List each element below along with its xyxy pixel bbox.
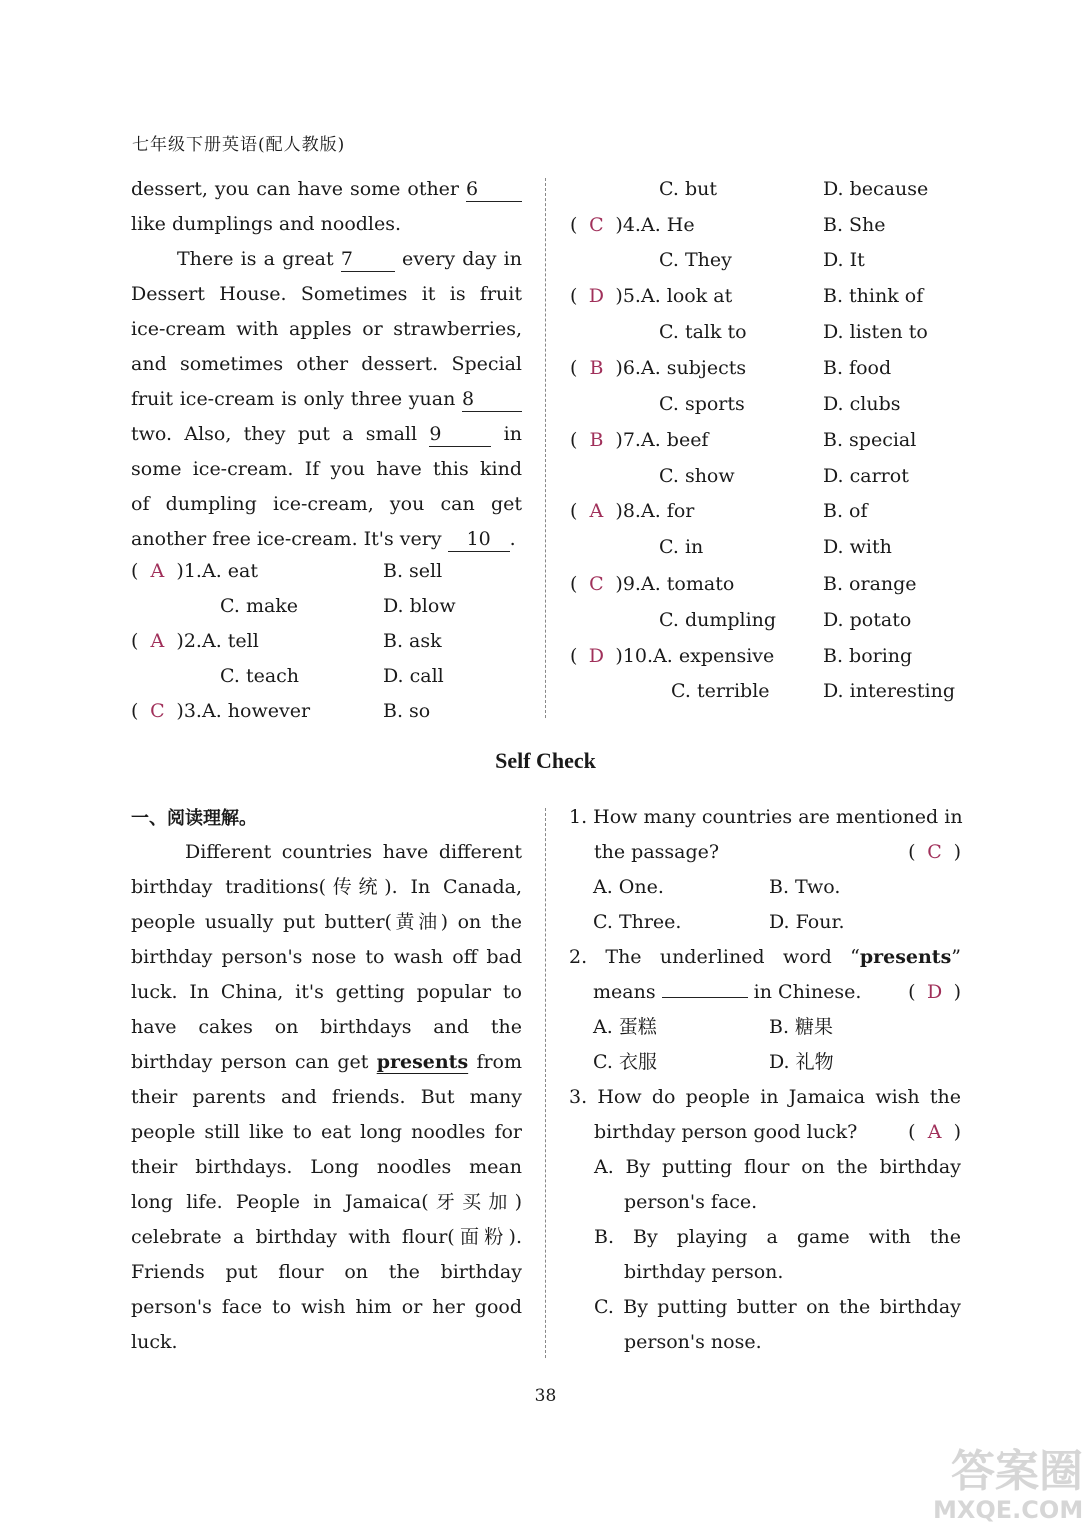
option-d: D. clubs xyxy=(823,393,901,415)
option-row: A. 蛋糕 B. 糖果 xyxy=(593,1016,834,1038)
option-d: D. blow xyxy=(383,595,456,617)
option-c: C. terrible xyxy=(671,680,770,702)
passage-line: some ice-cream. If you have this kind xyxy=(131,458,522,480)
option-b: B. ask xyxy=(383,630,442,652)
option-d: D. It xyxy=(823,249,865,271)
option-c: C. sports xyxy=(659,393,745,415)
passage-line: of dumpling ice-cream, you can get xyxy=(131,493,522,515)
answer-mark: C xyxy=(927,841,942,863)
option-b: B. sell xyxy=(383,560,443,582)
option-row: A. One. B. Two. xyxy=(593,876,841,898)
blank-10: 10 xyxy=(448,527,510,552)
passage-line: birthday traditions(传统). In Canada, xyxy=(131,876,522,898)
passage-line: two. Also, they put a small 9 in xyxy=(131,423,522,445)
passage-line: dessert, you can have some other 6 xyxy=(131,172,522,207)
option-line: A. By putting flour on the birthday xyxy=(594,1156,961,1178)
passage-line: Friends put flour on the birthday xyxy=(131,1261,522,1283)
column-divider xyxy=(545,808,546,1358)
passage-line: fruit ice-cream is only three yuan 8 xyxy=(131,382,522,417)
question-4: ( C )4.A. He xyxy=(570,208,695,243)
passage-line: long life. People in Jamaica(牙买加) xyxy=(131,1191,522,1213)
option-d: D. listen to xyxy=(823,321,928,343)
passage-line: person's face to wish him or her good xyxy=(131,1296,522,1318)
option-c: C. teach xyxy=(220,665,300,687)
answer-mark: A xyxy=(927,1121,942,1143)
section-heading: 一、阅读理解。 xyxy=(131,808,257,829)
section-title: Self Check xyxy=(495,748,596,773)
passage-line: people usually put butter(黄油) on the xyxy=(131,911,522,933)
answer-blank xyxy=(662,997,748,998)
blank-8: 8 xyxy=(462,387,522,412)
option-b: B. special xyxy=(823,429,917,451)
option-b: B. think of xyxy=(823,285,924,307)
question-line: the passage? ( C ) xyxy=(569,835,961,870)
answer-mark: C xyxy=(589,214,604,236)
option-line: B. By playing a game with the xyxy=(594,1226,961,1248)
option-b: B. so xyxy=(383,700,431,722)
passage-line: ice-cream with apples or strawberries, xyxy=(131,318,522,340)
option-d: D. carrot xyxy=(823,465,909,487)
cloze-passage xyxy=(131,172,522,557)
option-b: B. orange xyxy=(823,573,917,595)
passage-line: birthday person's nose to wash off bad xyxy=(131,946,522,968)
blank-9: 9 xyxy=(429,422,491,447)
blank-6: 6 xyxy=(466,177,522,202)
option-d: D. interesting xyxy=(823,680,956,702)
option-c: C. but xyxy=(659,178,717,200)
option-c: C. They xyxy=(659,249,732,271)
running-header: 七年级下册英语(配人教版) xyxy=(132,135,346,155)
option-d: D. because xyxy=(823,178,929,200)
answer-mark: C xyxy=(150,700,165,722)
option-line: birthday person. xyxy=(624,1261,784,1283)
question-2: ( A )2.A. tell xyxy=(131,624,259,659)
question-10: ( D )10.A. expensive xyxy=(570,639,774,674)
watermark-logo xyxy=(933,1448,1083,1528)
option-c: C. talk to xyxy=(659,321,747,343)
answer-mark: C xyxy=(589,573,604,595)
reading-questions xyxy=(569,800,961,1360)
answer-mark: A xyxy=(150,630,165,652)
option-b: B. food xyxy=(823,357,892,379)
option-c: C. in xyxy=(659,536,704,558)
question-3: ( C )3.A. however xyxy=(131,694,310,729)
watermark-url: MXQE.COM xyxy=(933,1496,1084,1524)
passage-line: There is a great 7 every day in xyxy=(177,248,522,270)
option-line: C. By putting butter on the birthday xyxy=(594,1296,961,1318)
passage-line: and sometimes other dessert. Special xyxy=(131,353,522,375)
passage-line: their parents and friends. But many xyxy=(131,1086,522,1108)
question-9: ( C )9.A. tomato xyxy=(570,567,734,602)
question-line: birthday person good luck? ( A ) xyxy=(569,1115,961,1150)
answer-mark: B xyxy=(589,429,604,451)
option-b: B. of xyxy=(823,500,868,522)
question-line: 1. How many countries are mentioned in xyxy=(569,806,963,828)
passage-line: Dessert House. Sometimes it is fruit xyxy=(131,283,522,305)
option-line: person's nose. xyxy=(624,1331,762,1353)
option-row: C. Three. D. Four. xyxy=(593,911,845,933)
passage-line: have cakes on birthdays and the xyxy=(131,1016,522,1038)
passage-line: celebrate a birthday with flour(面粉). xyxy=(131,1226,522,1248)
blank-7: 7 xyxy=(341,247,395,272)
passage-line: their birthdays. Long noodles mean xyxy=(131,1156,522,1178)
answer-mark: D xyxy=(588,645,605,667)
question-1: ( A )1.A. eat xyxy=(131,554,258,589)
option-c: C. dumpling xyxy=(659,609,777,631)
page-number: 38 xyxy=(534,1386,557,1406)
option-d: D. potato xyxy=(823,609,912,631)
answer-mark: B xyxy=(589,357,604,379)
question-7: ( B )7.A. beef xyxy=(570,423,708,458)
question-line: 2. The underlined word “presents” xyxy=(569,946,961,968)
option-row: C. 衣服 D. 礼物 xyxy=(593,1051,834,1073)
question-5: ( D )5.A. look at xyxy=(570,279,732,314)
option-b: B. boring xyxy=(823,645,913,667)
option-d: D. with xyxy=(823,536,892,558)
answer-mark: A xyxy=(150,560,165,582)
passage-line: like dumplings and noodles. xyxy=(131,213,402,235)
passage-line: luck. xyxy=(131,1331,178,1353)
passage-line: people still like to eat long noodles for xyxy=(131,1121,522,1143)
option-b: B. She xyxy=(823,214,886,236)
question-8: ( A )8.A. for xyxy=(570,494,694,529)
column-divider xyxy=(545,178,546,718)
question-line: means in Chinese. ( D ) xyxy=(569,975,961,1010)
question-line: 3. How do people in Jamaica wish the xyxy=(569,1086,961,1108)
option-line: person's face. xyxy=(624,1191,758,1213)
passage-line: birthday person can get presents from xyxy=(131,1051,523,1073)
passage-line: luck. In China, it's getting popular to xyxy=(131,981,522,1003)
passage-line: Different countries have different xyxy=(185,841,522,863)
option-c: C. show xyxy=(659,465,735,487)
option-c: C. make xyxy=(220,595,299,617)
option-d: D. call xyxy=(383,665,444,687)
answer-mark: A xyxy=(589,500,604,522)
reading-passage xyxy=(131,835,522,1360)
passage-line: another free ice-cream. It's very 10 . xyxy=(131,528,516,550)
underlined-word: presents xyxy=(376,1051,469,1073)
answer-mark: D xyxy=(588,285,605,307)
question-6: ( B )6.A. subjects xyxy=(570,351,746,386)
answer-mark: D xyxy=(926,981,943,1003)
watermark-text: 答案圈 xyxy=(951,1446,1083,1497)
